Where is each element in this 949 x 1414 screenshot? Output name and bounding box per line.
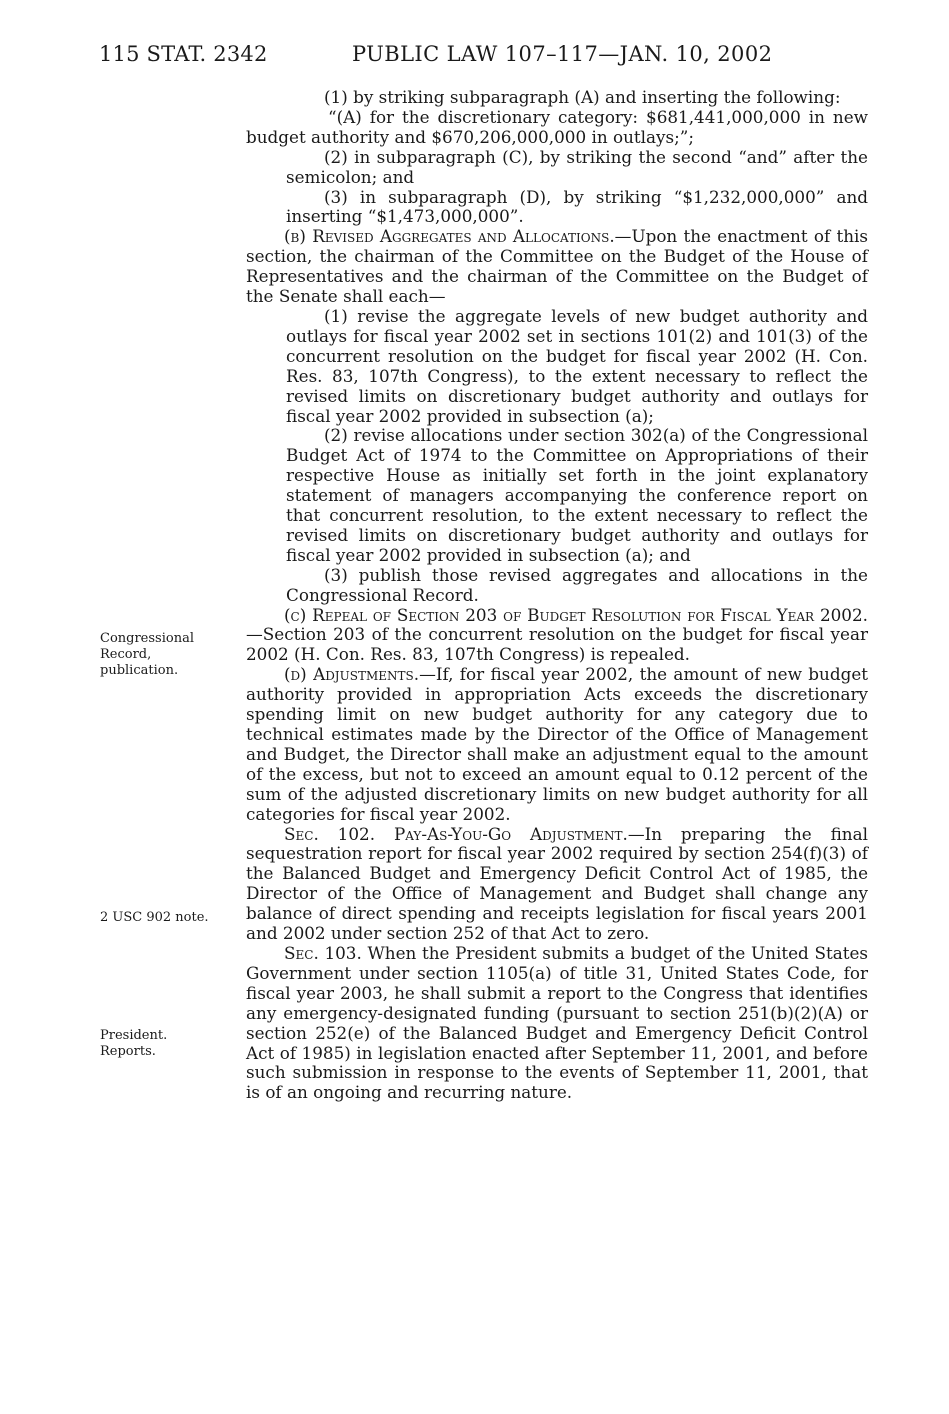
subsection-d-text: —If, for fiscal year 2002, the amount of new budget authority provided in appropriation Acts exceeds the discretionary spending limit on new budget authority for any category due to technical estimates made by the Director of the Office of Management and Budget, the Director shall make an adjustment equal to the amount of the excess, but not to exceed an amount equal to 0.12 percent of the sum of the adjusted discretionary limits on new budget authority for all categories for fiscal year 2002. xyxy=(246,664,869,824)
subsection-b-heading: (b) Revised Aggregates and Allocations. xyxy=(284,226,615,247)
margin-note-line: President. xyxy=(100,1028,168,1043)
section-102-text: —In preparing the final sequestration report for fiscal year 2002 required by section 254(f)(3) of the Balanced Budget and Emergency Deficit Control Act of 1985, the Director of the Office of Management and Budget shall change any balance of direct spending and receipts legislation for fiscal years 2001 and 2002 under section 252 of that Act to zero. xyxy=(246,823,868,944)
margin-note-line: publication. xyxy=(100,663,179,678)
margin-note-line: Congressional xyxy=(100,631,194,646)
margin-note-congressional-record xyxy=(100,631,194,679)
margin-note-line: Record, xyxy=(100,647,152,662)
paragraph-b2-revise-allocations: (2) revise allocations under section 302(a) of the Congressional Budget Act of 1974 to the Committee on Appropriations of their respective House as initially set forth in the joint explanatory statement of managers accompanying the conference report on that concurrent resolution, to the extent necessary to reflect the revised limits on discretionary budget authority and outlays for fiscal year 2002 provided in subsection (a); and xyxy=(286,425,868,565)
section-102-heading: Pay-As-You-Go Adjustment. xyxy=(393,823,628,844)
paragraph-3-subparagraph-d: (3) in subparagraph (D), by striking “$1,232,000,000” and inserting “$1,473,000,000”. xyxy=(286,186,868,227)
subsection-c-heading: (c) Repeal of Section 203 of Budget Resolution for Fiscal Year 2002. xyxy=(284,604,868,625)
paragraph-1-strike-subparagraph-a: (1) by striking subparagraph (A) and inserting the following: xyxy=(324,87,841,107)
subsection-d xyxy=(246,665,868,824)
paragraph-2-subparagraph-c: (2) in subparagraph (C), by striking the second “and” after the semicolon; and xyxy=(286,146,868,187)
subsection-d-heading: (d) Adjustments. xyxy=(284,664,420,685)
section-102-number: Sec. 102. xyxy=(284,823,376,844)
paragraph-b1-revise-aggregates: (1) revise the aggregate levels of new budget authority and outlays for fiscal year 2002 set in sections 101(2) and 101(3) of the concurrent resolution on the budget for fiscal year 2002 (H. Con. Res. 83, 107th Congress), to the extent necessary to reflect the revised limits on discretionary budget authority and outlays for fiscal year 2002 provided in subsection (a); xyxy=(286,305,868,426)
margin-note-president xyxy=(100,1028,167,1060)
statute-body xyxy=(246,88,868,1103)
subsection-b-text: —Upon the enactment of this section, the chairman of the Committee on the Budget of the House of Representatives and the chairman of the Committee on the Budget of the Senate shall each— xyxy=(246,226,868,307)
paragraph-discretionary-category: “(A) for the discretionary category: $681,441,000,000 in new budget authority and $670,206,000,000 in outlays;”; xyxy=(246,106,868,147)
paragraph-b3-publish: (3) publish those revised aggregates and allocations in the Congressional Record. xyxy=(286,564,868,605)
subsection-c xyxy=(246,606,868,666)
public-law-title: PUBLIC LAW 107–117—JAN. 10, 2002 xyxy=(352,42,773,66)
section-103-text: When the President submits a budget of the United States Government under section 1105(a) of title 31, United States Code, for fiscal year 2003, he shall submit a report to the Congress that identifies any emergency-designated funding (pursuant to section 251(b)(2)(A) or section 252(e) of the Balanced Budget and Emergency Deficit Control Act of 1985) in legislation enacted after September 11, 2001, and before such submission in response to the events of September 11, 2001, that is of an ongoing and recurring nature. xyxy=(246,942,868,1103)
margin-note-line: 2 USC 902 note. xyxy=(100,910,209,925)
subsection-c-text: —Section 203 of the concurrent resolution on the budget for fiscal year 2002 (H. Con. Res. 83, 107th Congress) is repealed. xyxy=(246,624,868,665)
margin-note-usc xyxy=(100,910,209,926)
section-102 xyxy=(246,825,868,944)
page-header xyxy=(0,0,949,80)
stat-page-number: 115 STAT. 2342 xyxy=(99,42,268,66)
section-103 xyxy=(246,944,868,1103)
subsection-b xyxy=(246,227,868,307)
margin-note-line: Reports. xyxy=(100,1044,156,1059)
section-103-number: Sec. 103. xyxy=(284,942,362,963)
